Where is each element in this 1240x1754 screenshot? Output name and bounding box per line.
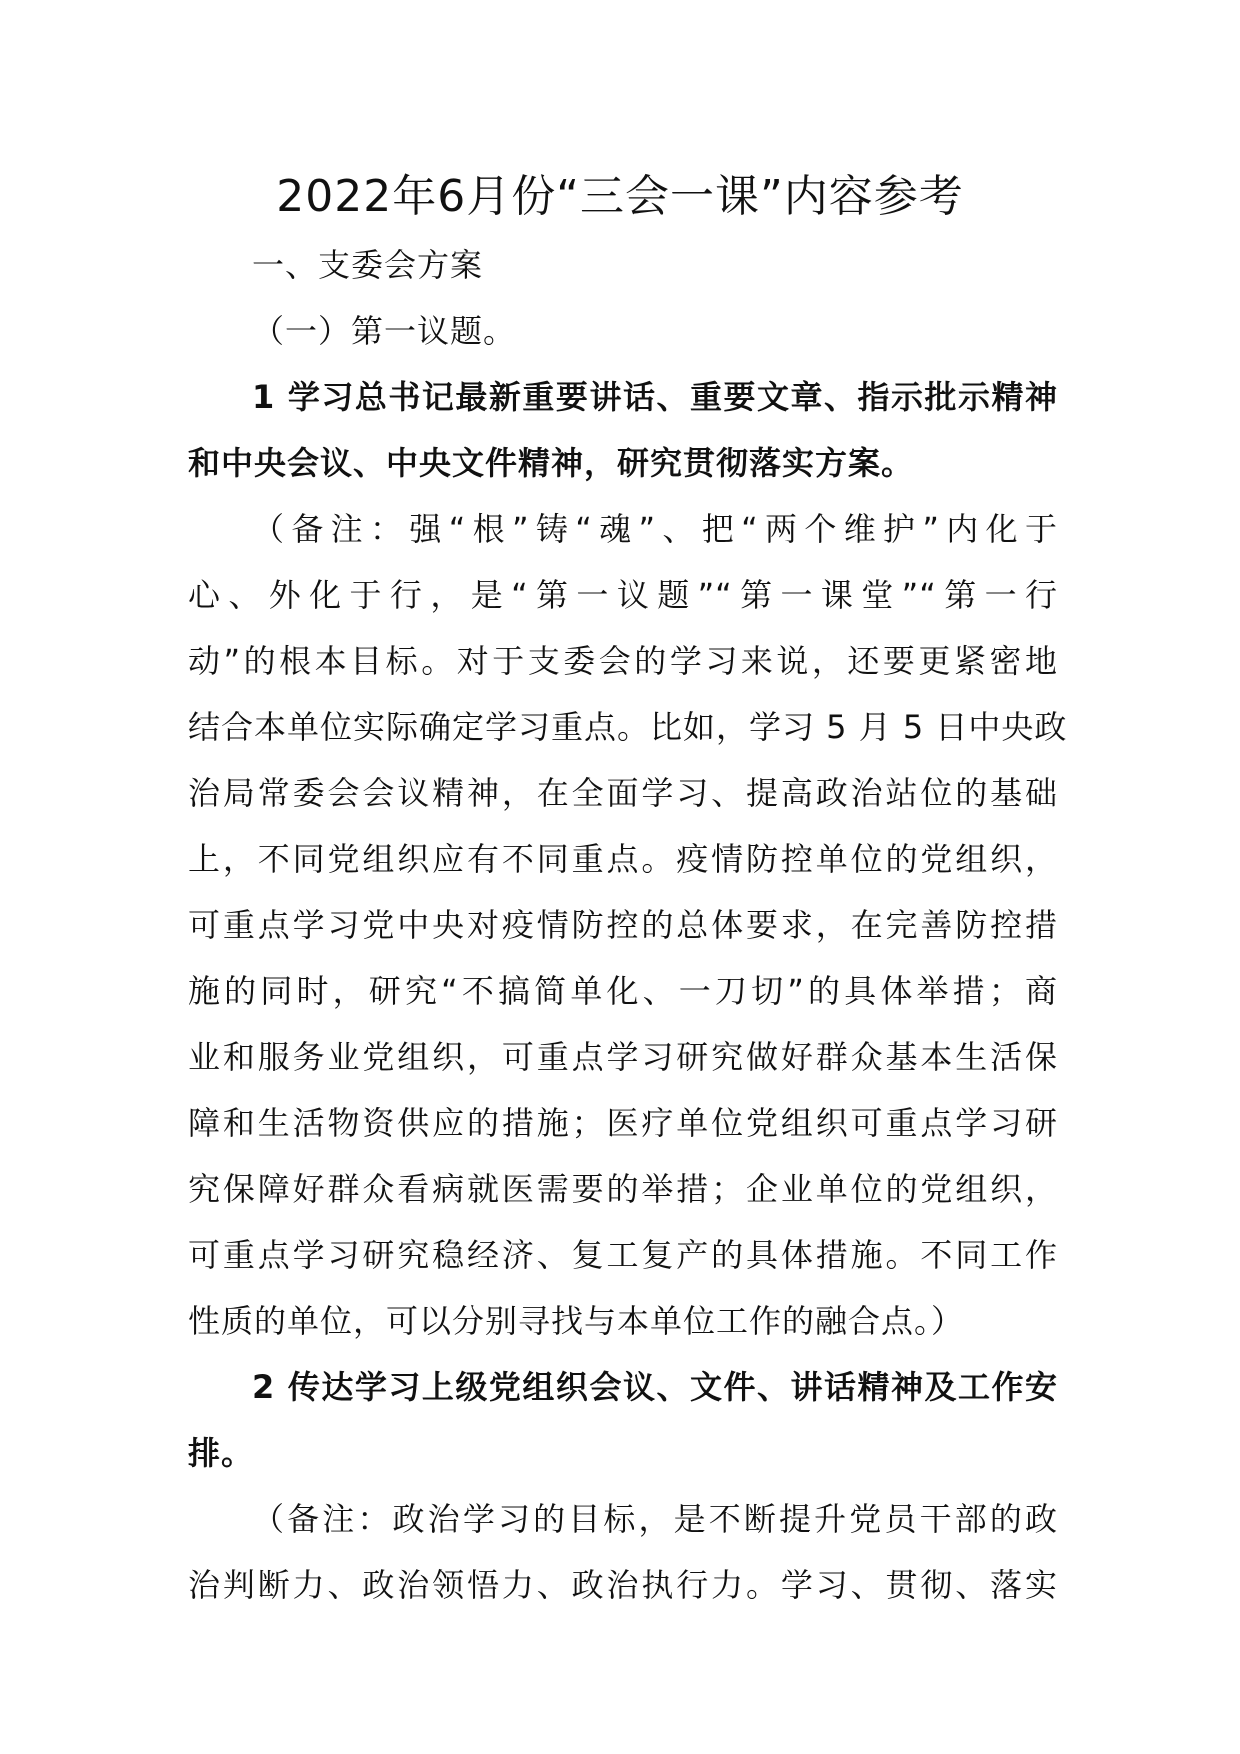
text-line: （备注：政治学习的目标，是不断提升党员干部的政 <box>252 1500 1058 1538</box>
text-line: 动”的根本目标。对于支委会的学习来说，还要更紧密地 <box>188 642 1058 680</box>
text-line: 排。 <box>188 1434 255 1472</box>
document-title: 2022年6月份“三会一课”内容参考 <box>276 171 964 222</box>
text-line: 可重点学习党中央对疫情防控的总体要求，在完善防控措 <box>188 906 1058 944</box>
text-line: 性质的单位，可以分别寻找与本单位工作的融合点。） <box>188 1302 965 1340</box>
text-line: 施的同时，研究“不搞简单化、一刀切”的具体举措；商 <box>188 972 1058 1010</box>
text-line: （备注：强“根”铸“魂”、把“两个维护”内化于 <box>252 510 1058 548</box>
text-line: 1 学习总书记最新重要讲话、重要文章、指示批示精神 <box>252 378 1058 416</box>
text-line: 结合本单位实际确定学习重点。比如，学习 5 月 5 日中央政 <box>188 708 1068 746</box>
text-line: 2 传达学习上级党组织会议、文件、讲话精神及工作安 <box>252 1368 1058 1406</box>
text-line: 上，不同党组织应有不同重点。疫情防控单位的党组织， <box>188 840 1058 878</box>
text-line: 和中央会议、中央文件精神，研究贯彻落实方案。 <box>188 444 915 482</box>
text-line: （一）第一议题。 <box>252 312 517 350</box>
text-line: 治判断力、政治领悟力、政治执行力。学习、贯彻、落实 <box>188 1566 1058 1604</box>
text-line: 究保障好群众看病就医需要的举措；企业单位的党组织， <box>188 1170 1058 1208</box>
text-line: 治局常委会会议精神，在全面学习、提高政治站位的基础 <box>188 774 1058 812</box>
text-line: 业和服务业党组织，可重点学习研究做好群众基本生活保 <box>188 1038 1058 1076</box>
text-line: 障和生活物资供应的措施；医疗单位党组织可重点学习研 <box>188 1104 1058 1142</box>
text-line: 心、外化于行，是“第一议题”“第一课堂”“第一行 <box>188 576 1058 614</box>
text-line: 一、支委会方案 <box>252 246 484 284</box>
text-line: 可重点学习研究稳经济、复工复产的具体措施。不同工作 <box>188 1236 1058 1274</box>
